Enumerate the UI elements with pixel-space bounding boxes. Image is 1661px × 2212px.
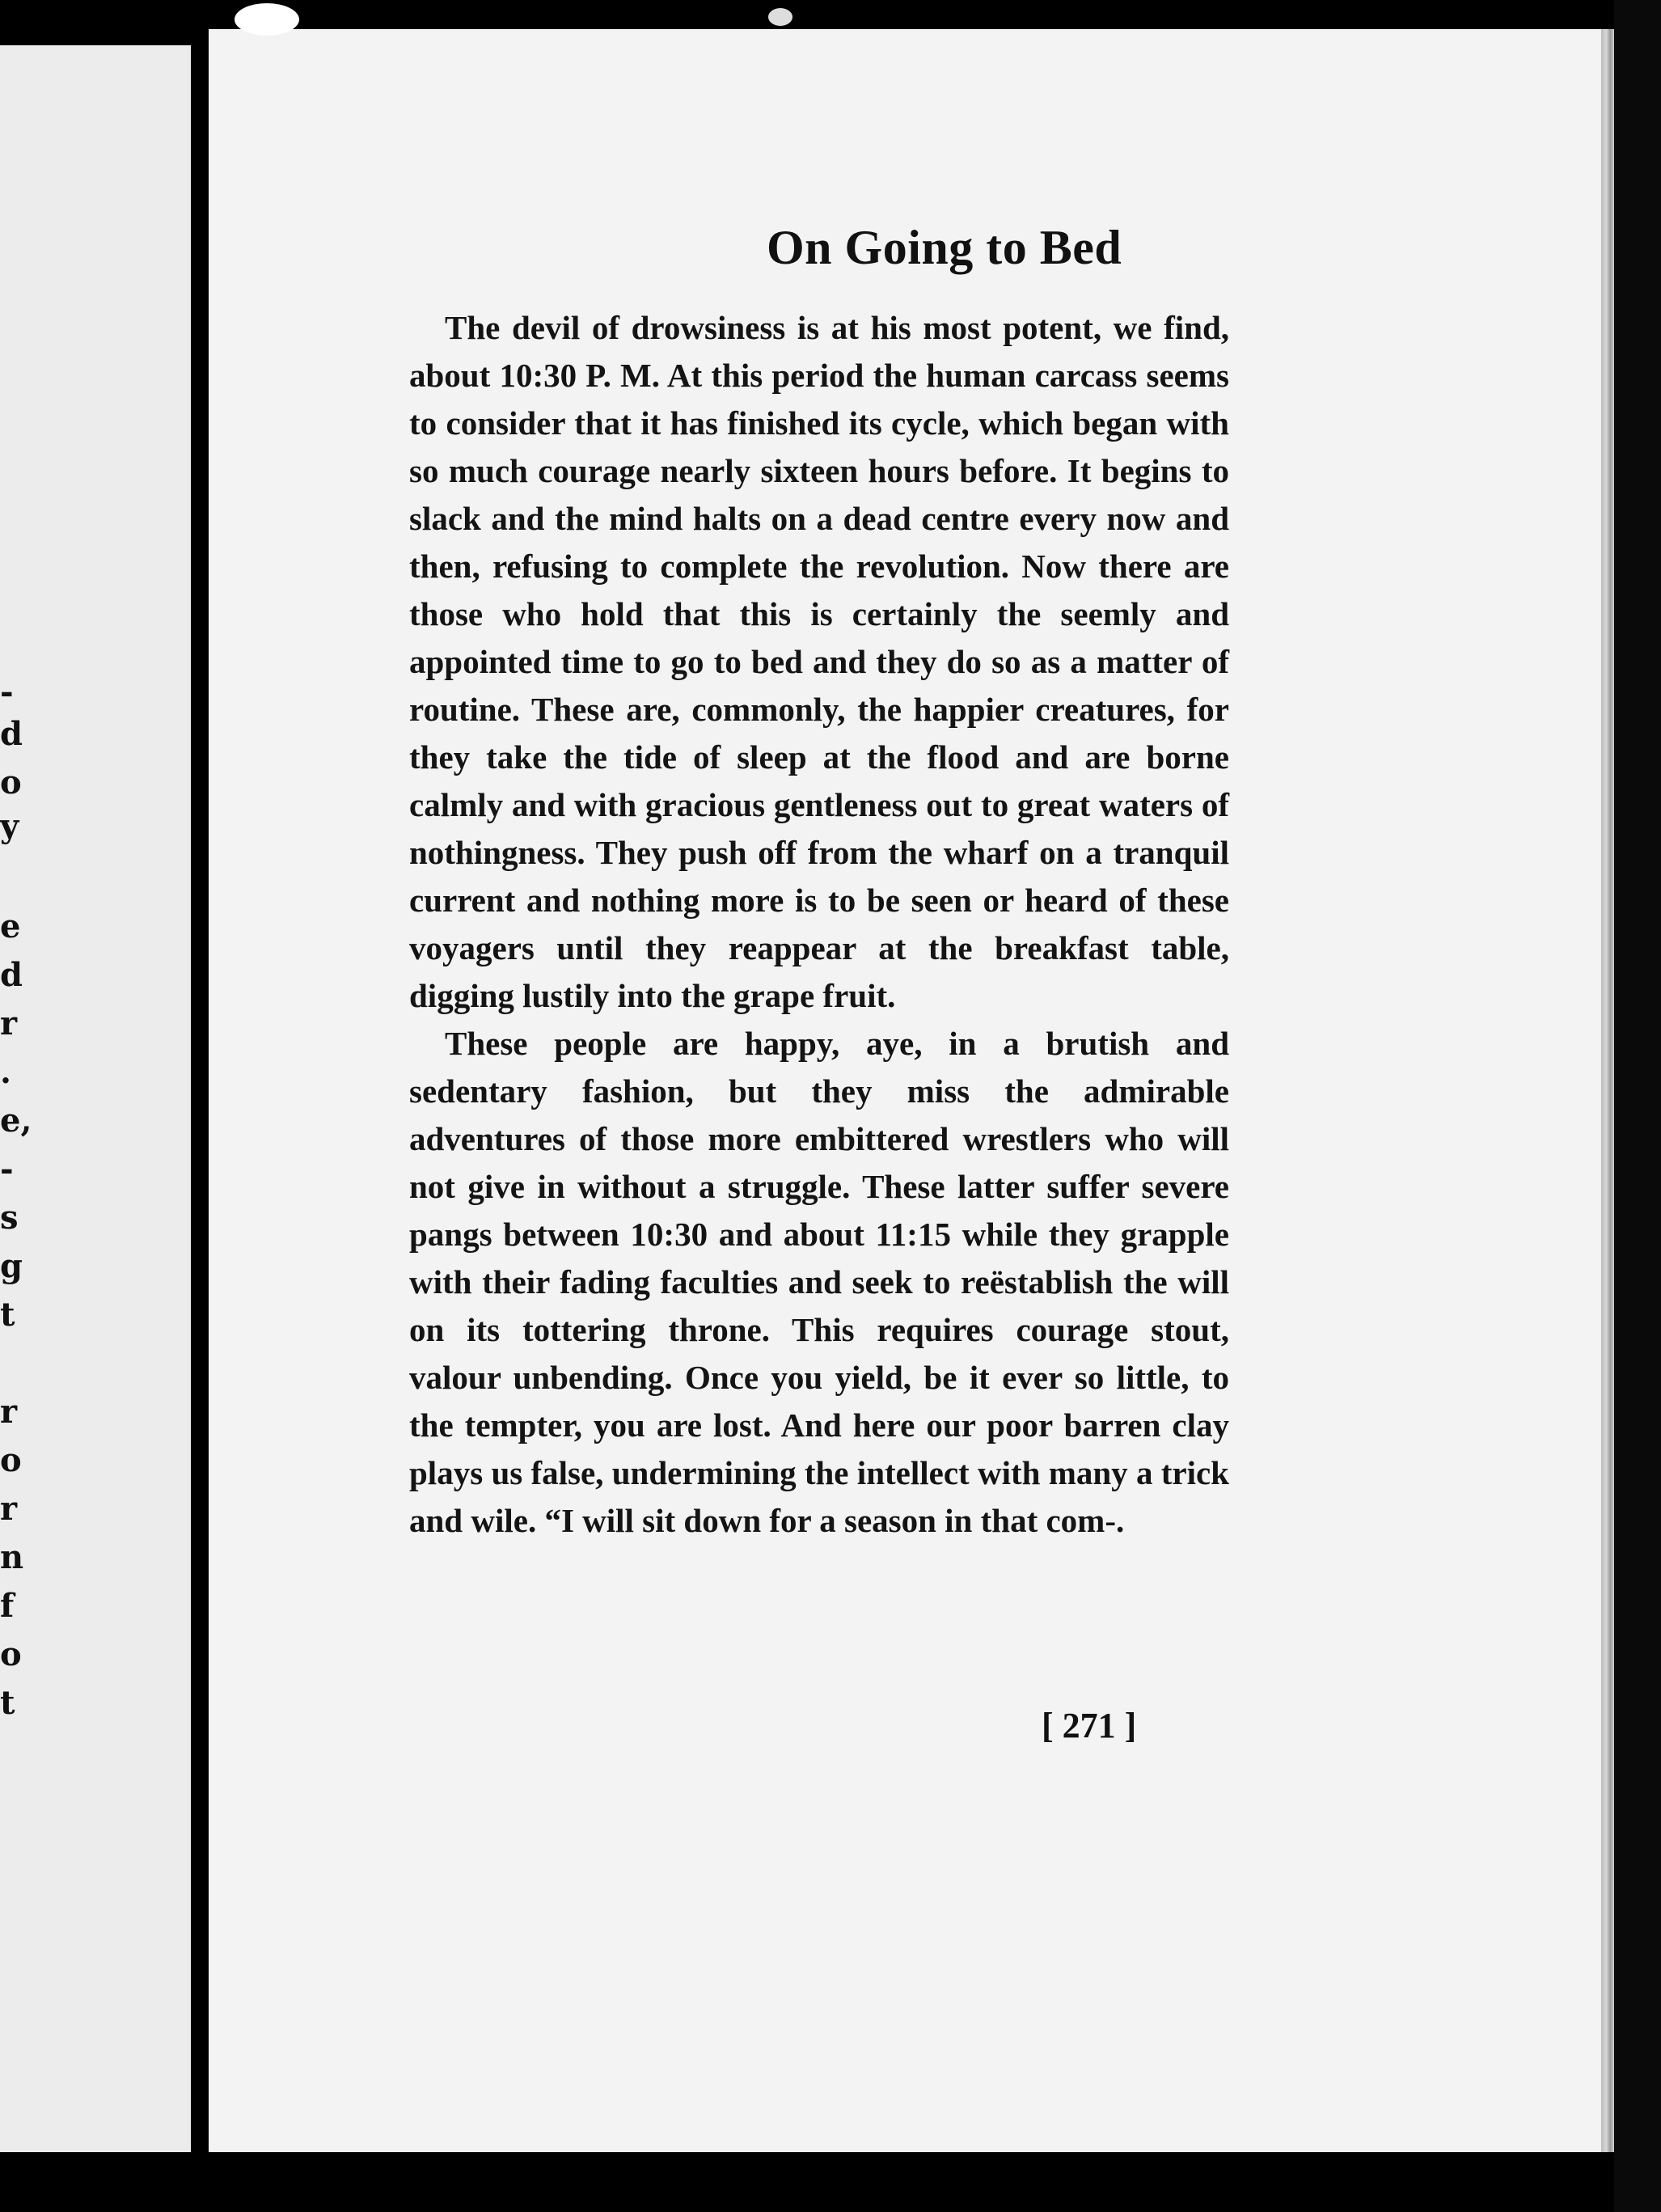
fragment: d	[0, 715, 23, 753]
fragment: y	[0, 807, 19, 845]
body-text	[409, 304, 1229, 1545]
fragment: r	[0, 1004, 18, 1043]
fragment: -	[0, 1150, 14, 1188]
fragment: o	[0, 1635, 22, 1673]
fragment: d	[0, 956, 23, 994]
fragment: o	[0, 763, 22, 801]
fragment: s	[0, 1199, 19, 1237]
running-title: On Going to Bed	[767, 221, 1122, 274]
paragraph: These people are happy, aye, in a brutish and sedentary fashion, but they miss the admirable adventures of those more embittered wrestlers who will not give in without a struggle. These latter suffer severe pangs between 10:30 and about 11:15 while they grapple with their fading faculties and seek to reëstablish the will on its tottering throne. This requires courage stout, valour unbending. Once you yield, be it ever so little, to the tempter, you are lost. And here our poor barren clay plays us false, undermining the intellect with many a trick and wile. “I will sit down for a season in that com-.	[409, 1025, 1229, 1539]
fragment: .	[0, 1053, 11, 1091]
fragment: -	[0, 673, 14, 711]
fragment: r	[0, 1393, 18, 1431]
fragment: t	[0, 1684, 15, 1722]
fragment: r	[0, 1490, 18, 1528]
fragment: e	[0, 907, 21, 945]
scan-speck	[235, 3, 299, 36]
fragment: t	[0, 1296, 15, 1334]
fragment: f	[0, 1587, 15, 1625]
scan-speck	[768, 8, 792, 26]
page-number: [ 271 ]	[1042, 1706, 1137, 1745]
fragment: e,	[0, 1102, 32, 1140]
scan-border	[1614, 0, 1661, 2212]
paragraph: The devil of drowsiness is at his most potent, we find, about 10:30 P. M. At this period the human carcass seems to consider that it has finished its cycle, which began with so much courage nearly sixteen hours before. It begins to slack and the mind halts on a dead centre every now and then, refusing to complete the revolution. Now there are those who hold that this is certainly the seemly and appointed time to go to bed and they do so as a matter of routine. These are, commonly, the happier creatures, for they take the tide of sleep at the flood and are borne calmly and with gracious gentleness out to great waters of nothingness. They push off from the wharf on a tranquil current and nothing more is to be seen or heard of these voyagers until they reappear at the breakfast table, digging lustily into the grape fruit.	[409, 309, 1229, 1014]
fragment: o	[0, 1441, 22, 1479]
fragment: n	[0, 1538, 24, 1576]
page-edge	[1601, 29, 1614, 2152]
facing-page	[0, 45, 191, 2152]
fragment: g	[0, 1247, 23, 1285]
